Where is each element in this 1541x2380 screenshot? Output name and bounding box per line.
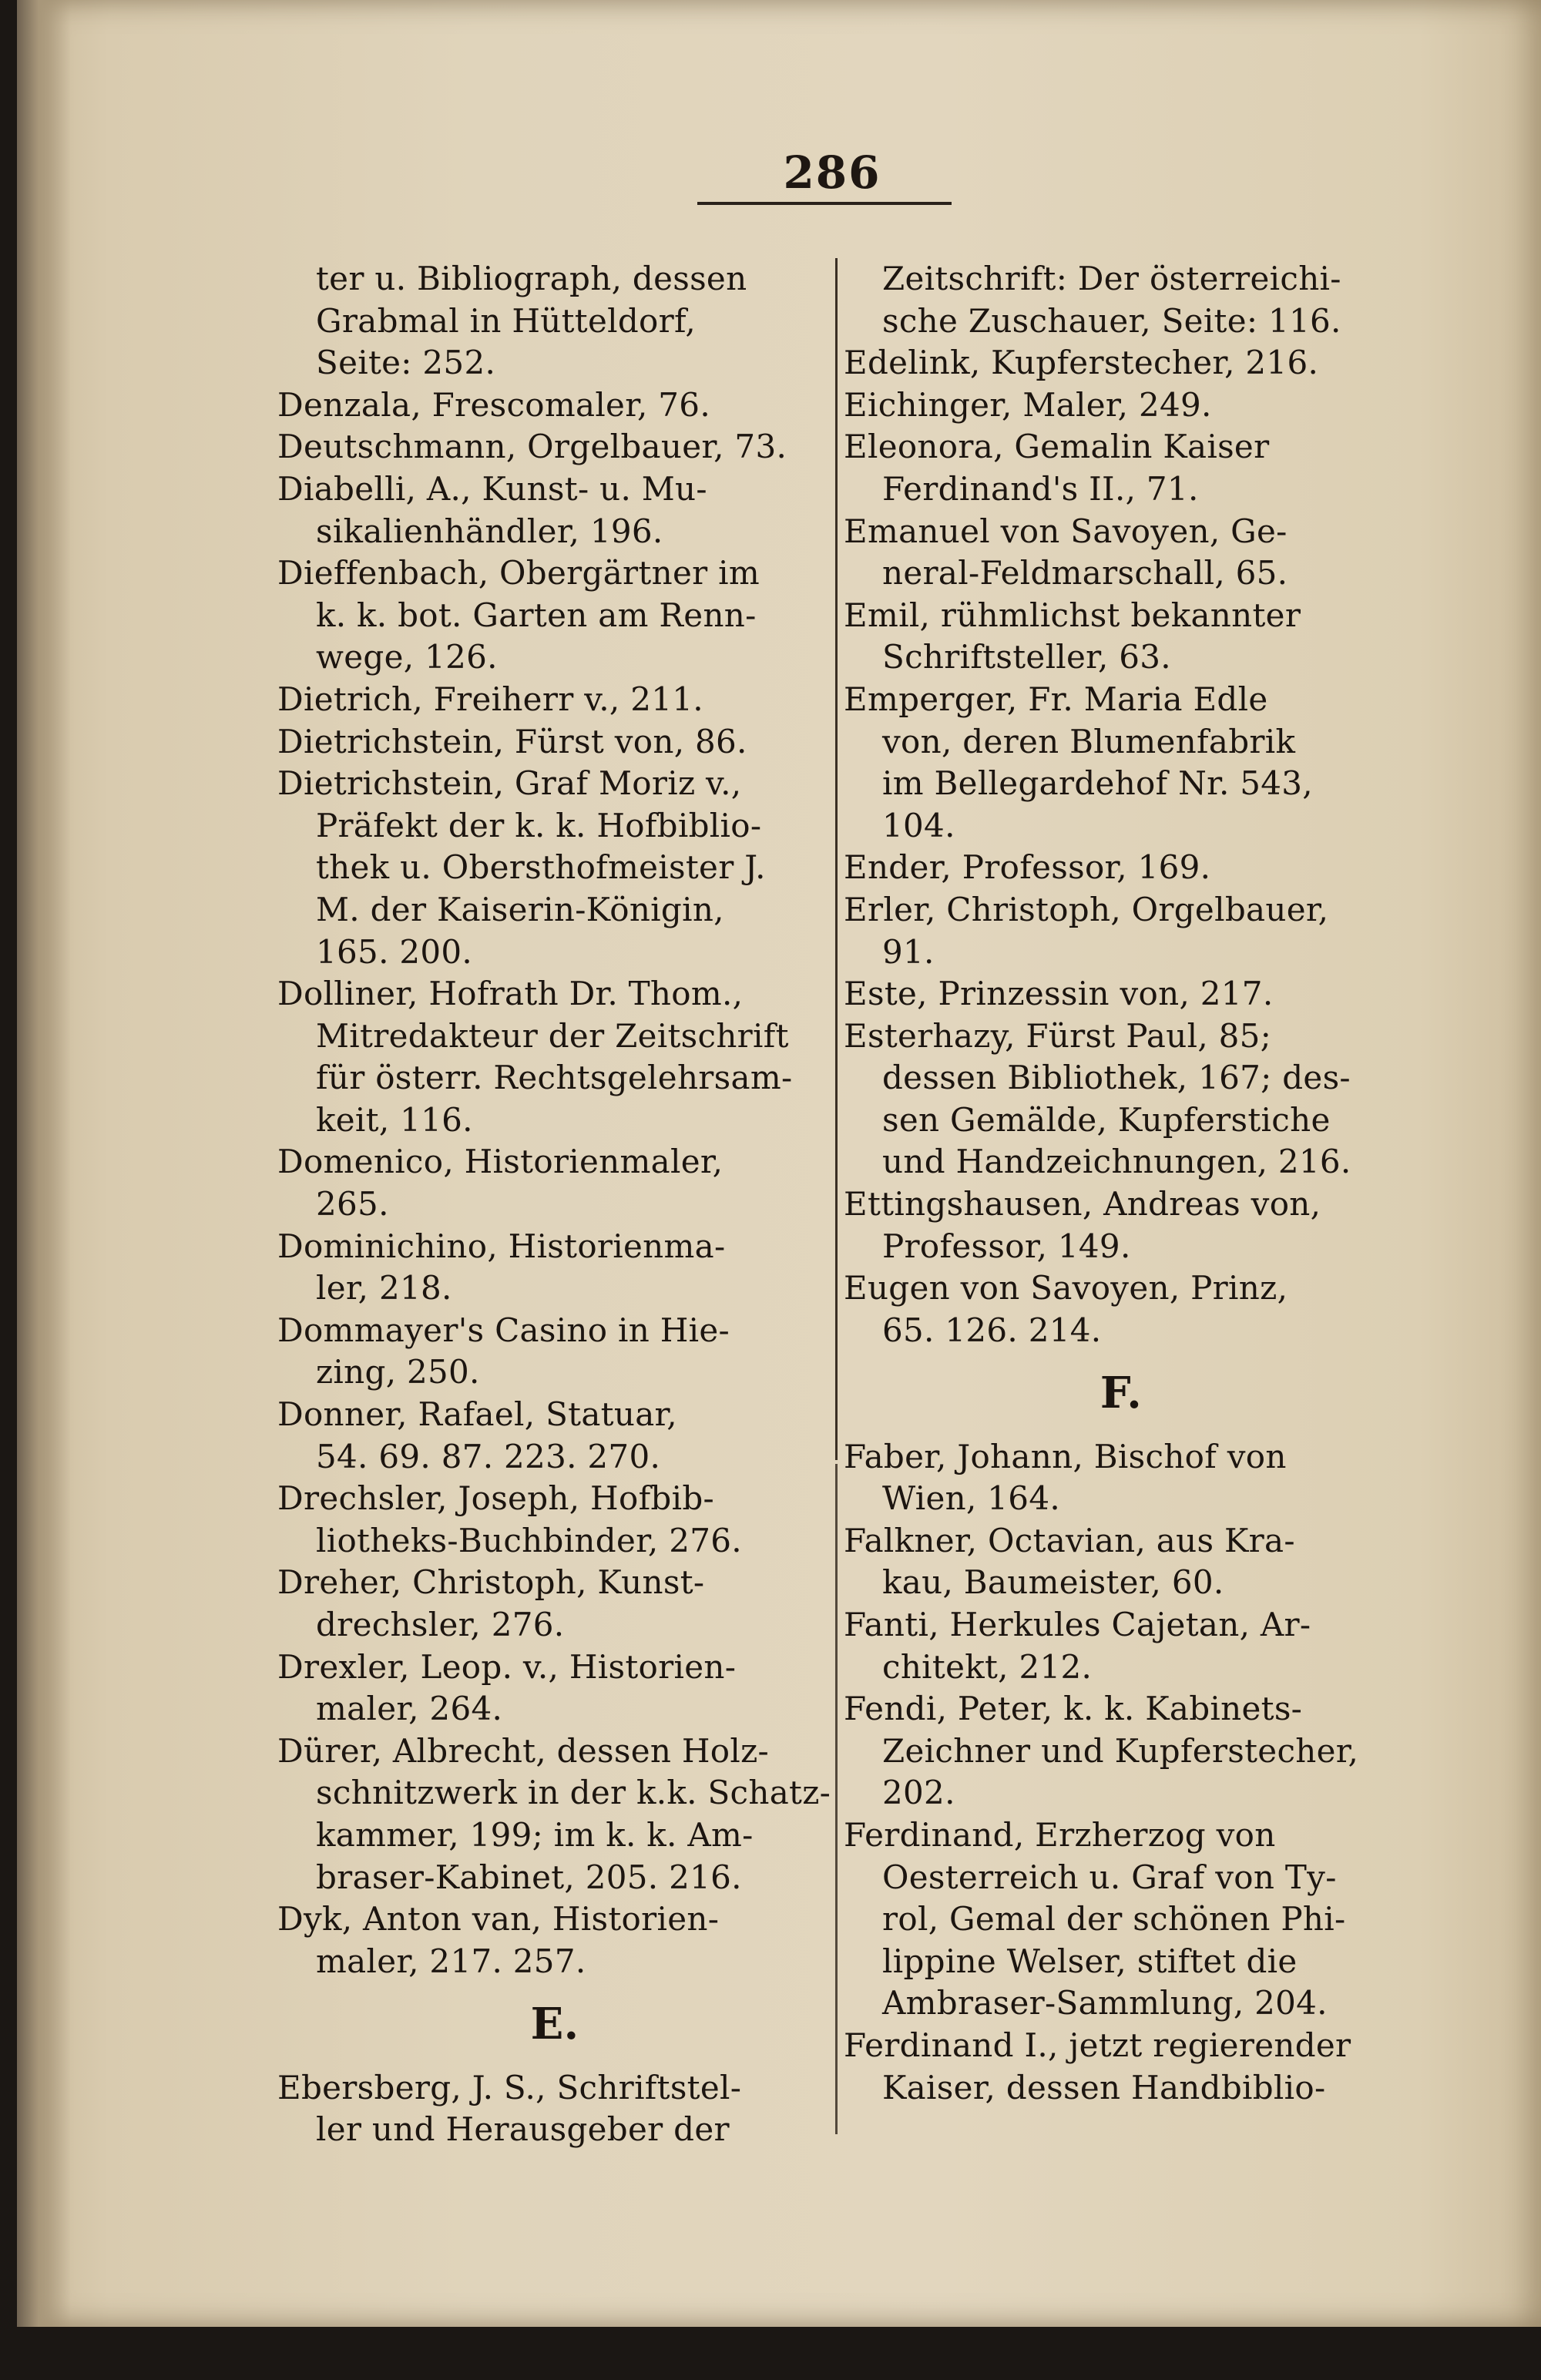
index-entry-line: für österr. Rechtsgelehrsam- <box>316 1059 793 1097</box>
column-divider-lower <box>835 1464 838 2134</box>
index-entry-line: Zeichner und Kupferstecher, <box>882 1731 1359 1770</box>
index-entry-line: zing, 250. <box>316 1353 480 1391</box>
column-divider-upper <box>835 258 838 1460</box>
index-entry-line: Denzala, Frescomaler, 76. <box>277 385 710 424</box>
index-entry-line: Faber, Johann, Bischof von <box>844 1437 1287 1475</box>
index-entry-line: 91. <box>882 932 935 971</box>
index-entry-line: 104. <box>882 806 955 844</box>
index-entry-line: Kaiser, dessen Handbiblio- <box>882 2068 1326 2106</box>
index-entry-line: Drexler, Leop. v., Historien- <box>277 1647 737 1686</box>
index-entry-line: Eleonora, Gemalin Kaiser <box>844 428 1270 466</box>
index-entry-line: 202. <box>882 1774 955 1812</box>
index-entry-line: kau, Baumeister, 60. <box>882 1563 1224 1602</box>
index-entry-line: Dietrichstein, Fürst von, 86. <box>277 722 747 760</box>
index-entry-line: lippine Welser, stiftet die <box>882 1942 1298 1980</box>
index-entry-line: Fanti, Herkules Cajetan, Ar- <box>844 1606 1311 1643</box>
index-entry-line: wege, 126. <box>316 638 498 676</box>
page-gutter-shadow <box>17 0 71 2327</box>
index-entry-line: braser-Kabinet, 205. 216. <box>316 1858 742 1896</box>
index-entry-line: und Handzeichnungen, 216. <box>882 1143 1351 1181</box>
index-entry-line: rol, Gemal der schönen Phi- <box>882 1900 1346 1939</box>
index-entry-line: drechsler, 276. <box>316 1606 565 1643</box>
index-entry-line: Emanuel von Savoyen, Ge- <box>844 512 1288 550</box>
index-entry-line: Dominichino, Historienma- <box>277 1227 726 1265</box>
index-entry-line: Mitredakteur der Zeitschrift <box>316 1016 789 1055</box>
index-entry-line: Drechsler, Joseph, Hofbib- <box>277 1479 715 1518</box>
index-entry-line: Wien, 164. <box>882 1479 1060 1518</box>
index-entry-line: maler, 217. 257. <box>316 1942 586 1980</box>
index-entry-line: neral-Feldmarschall, 65. <box>882 554 1288 592</box>
index-entry-line: 165. 200. <box>316 932 473 971</box>
index-entry-line: sche Zuschauer, Seite: 116. <box>882 301 1341 340</box>
index-entry-line: Eichinger, Maler, 249. <box>844 385 1212 424</box>
index-entry-line: Ambraser-Sammlung, 204. <box>882 1984 1328 2022</box>
index-entry-line: sikalienhändler, 196. <box>316 512 663 550</box>
index-entry-line: Ferdinand I., jetzt regierender <box>844 2026 1351 2064</box>
index-entry-line: Donner, Rafael, Statuar, <box>277 1395 677 1434</box>
index-entry-line: Emperger, Fr. Maria Edle <box>844 680 1268 718</box>
index-entry-line: 65. 126. 214. <box>882 1311 1102 1349</box>
index-entry-line: Dommayer's Casino in Hie- <box>277 1311 730 1349</box>
index-entry-line: Dolliner, Hofrath Dr. Thom., <box>277 975 744 1013</box>
index-entry-line: M. der Kaiserin-Königin, <box>316 890 724 928</box>
index-entry-line: Ferdinand, Erzherzog von <box>844 1815 1276 1854</box>
index-entry-line: im Bellegardehof Nr. 543, <box>882 764 1313 803</box>
index-entry-line: liotheks-Buchbinder, 276. <box>316 1521 742 1559</box>
index-entry-line: Dieffenbach, Obergärtner im <box>277 554 760 592</box>
index-entry-line: 54. 69. 87. 223. 270. <box>316 1437 661 1475</box>
index-entry-line: chitekt, 212. <box>882 1647 1093 1686</box>
index-entry-line: Seite: 252. <box>316 344 496 382</box>
index-entry-line: Professor, 149. <box>882 1227 1131 1265</box>
index-entry-line: ler, 218. <box>316 1269 452 1307</box>
index-entry-line: Domenico, Historienmaler, <box>277 1143 723 1181</box>
index-entry-line: Ettingshausen, Andreas von, <box>844 1185 1321 1224</box>
index-entry-line: Erler, Christoph, Orgelbauer, <box>844 890 1329 928</box>
index-entry-line: Zeitschrift: Der österreichi- <box>882 260 1341 297</box>
index-entry-line: schnitzwerk in der k.k. Schatz- <box>316 1774 831 1812</box>
index-entry-line: Falkner, Octavian, aus Kra- <box>844 1521 1295 1559</box>
index-entry-line: Schriftsteller, 63. <box>882 638 1171 676</box>
index-entry-line: Emil, rühmlichst bekannter <box>844 596 1301 634</box>
index-entry-line: maler, 264. <box>316 1690 503 1728</box>
section-letter-heading: F. <box>1100 1368 1143 1419</box>
index-entry-line: Dietrichstein, Graf Moriz v., <box>277 764 742 803</box>
index-entry-line: Dürer, Albrecht, dessen Holz- <box>277 1731 770 1770</box>
index-entry-line: Diabelli, A., Kunst- u. Mu- <box>277 469 707 508</box>
index-entry-line: Ender, Professor, 169. <box>844 848 1211 887</box>
index-entry-line: Edelink, Kupferstecher, 216. <box>844 344 1319 382</box>
index-entry-line: Dyk, Anton van, Historien- <box>277 1900 720 1939</box>
index-entry-line: Oesterreich u. Graf von Ty- <box>882 1858 1337 1896</box>
page-number: 286 <box>783 146 881 199</box>
index-entry-line: Ebersberg, J. S., Schriftstel- <box>277 2068 742 2106</box>
section-letter-heading: E. <box>530 1999 579 2050</box>
index-entry-line: von, deren Blumenfabrik <box>882 722 1296 760</box>
header-rule <box>697 202 952 205</box>
index-entry-line: ter u. Bibliograph, dessen <box>316 260 747 297</box>
index-entry-line: keit, 116. <box>316 1100 473 1139</box>
index-entry-line: Dietrich, Freiherr v., 211. <box>277 680 703 718</box>
index-entry-line: Präfekt der k. k. Hofbiblio- <box>316 806 762 844</box>
index-entry-line: 265. <box>316 1185 389 1224</box>
index-entry-line: Ferdinand's II., 71. <box>882 469 1199 508</box>
index-entry-line: kammer, 199; im k. k. Am- <box>316 1815 754 1854</box>
left-index-column <box>277 258 832 2151</box>
index-entry-line: Eugen von Savoyen, Prinz, <box>844 1269 1288 1307</box>
right-index-column <box>844 258 1398 2109</box>
index-entry-line: Esterhazy, Fürst Paul, 85; <box>844 1016 1272 1055</box>
index-entry-line: Dreher, Christoph, Kunst- <box>277 1563 705 1602</box>
index-entry-line: Grabmal in Hütteldorf, <box>316 301 697 340</box>
index-entry-line: Deutschmann, Orgelbauer, 73. <box>277 428 787 466</box>
index-entry-line: sen Gemälde, Kupferstiche <box>882 1100 1331 1139</box>
index-entry-line: Fendi, Peter, k. k. Kabinets- <box>844 1690 1303 1728</box>
index-entry-line: k. k. bot. Garten am Renn- <box>316 596 757 634</box>
index-entry-line: Este, Prinzessin von, 217. <box>844 975 1274 1013</box>
index-entry-line: dessen Bibliothek, 167; des- <box>882 1059 1351 1097</box>
index-entry-line: ler und Herausgeber der <box>316 2110 730 2149</box>
index-entry-line: thek u. Obersthofmeister J. <box>316 848 766 887</box>
